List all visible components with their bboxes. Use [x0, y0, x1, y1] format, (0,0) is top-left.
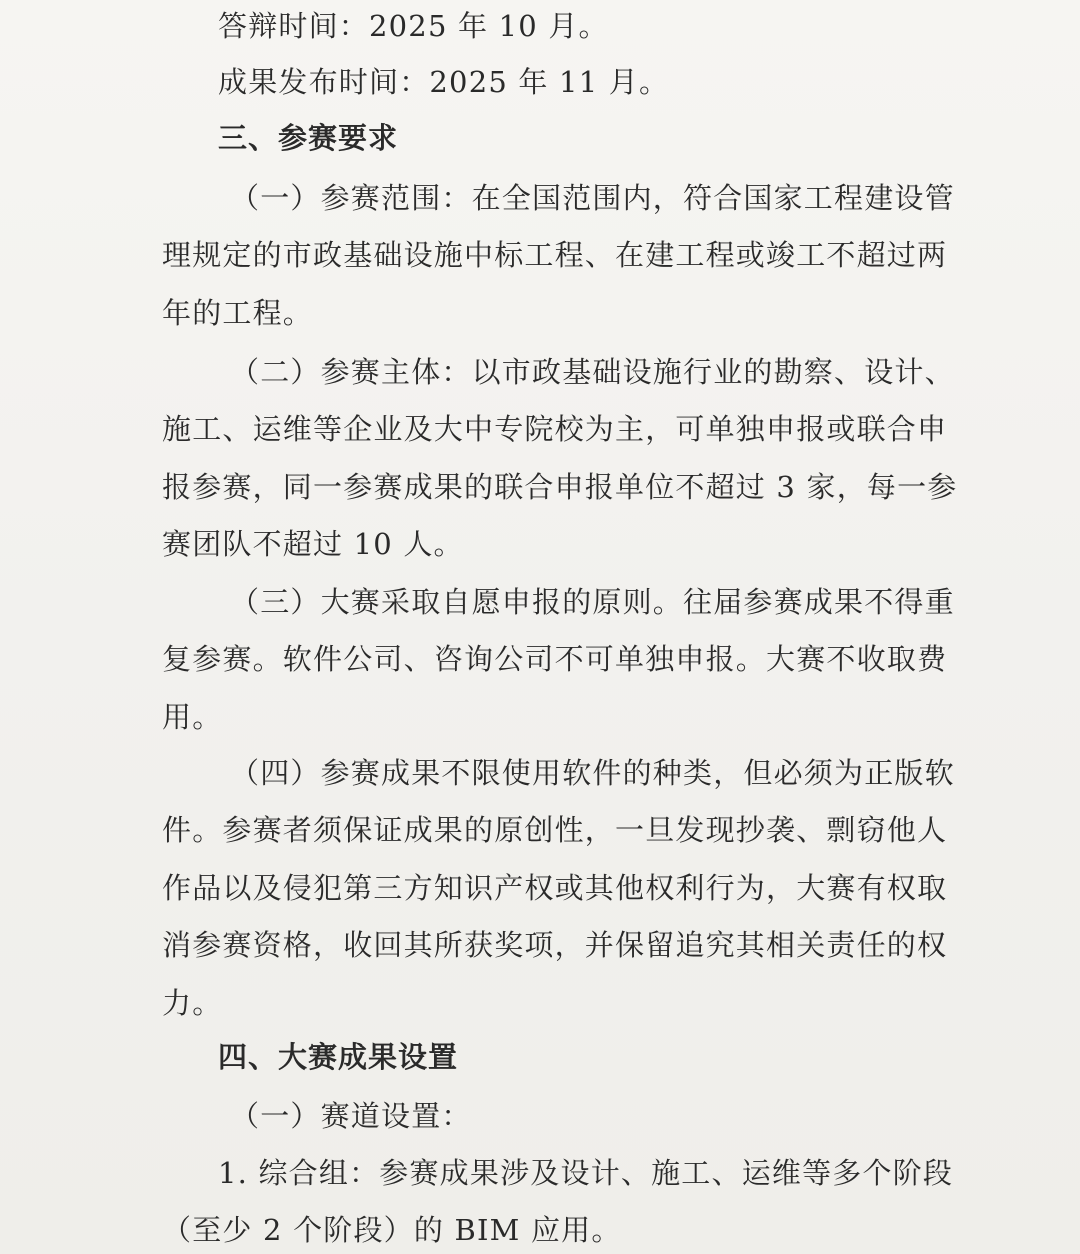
paragraph-line: （一）参赛范围：在全国范围内，符合国家工程建设管: [230, 181, 955, 215]
paragraph-line: 用。: [162, 700, 223, 734]
comprehensive-group-line-continued: （至少 2 个阶段）的 BIM 应用。: [162, 1213, 622, 1247]
paragraph-line: 年的工程。: [162, 296, 314, 330]
paragraph-line: 件。参赛者须保证成果的原创性，一旦发现抄袭、剽窃他人: [162, 813, 948, 847]
paragraph-line: 作品以及侵犯第三方知识产权或其他权利行为，大赛有权取: [162, 871, 948, 905]
result-release-time-line: 成果发布时间：2025 年 11 月。: [218, 65, 670, 99]
defense-time-line: 答辩时间：2025 年 10 月。: [218, 9, 609, 43]
subsection-track-setting: （一）赛道设置：: [230, 1099, 472, 1133]
paragraph-line: 施工、运维等企业及大中专院校为主，可单独申报或联合申: [162, 412, 948, 446]
paragraph-line: 报参赛，同一参赛成果的联合申报单位不超过 3 家，每一参: [162, 470, 958, 504]
paragraph-line: （二）参赛主体：以市政基础设施行业的勘察、设计、: [230, 355, 955, 389]
section-heading-results-setting: 四、大赛成果设置: [218, 1040, 459, 1074]
paragraph-line: 理规定的市政基础设施中标工程、在建工程或竣工不超过两: [162, 238, 948, 272]
paragraph-line: （四）参赛成果不限使用软件的种类，但必须为正版软: [230, 756, 955, 790]
comprehensive-group-line: 1. 综合组：参赛成果涉及设计、施工、运维等多个阶段: [218, 1156, 954, 1190]
paragraph-line: 消参赛资格，收回其所获奖项，并保留追究其相关责任的权: [162, 928, 948, 962]
paragraph-line: 赛团队不超过 10 人。: [162, 527, 464, 561]
section-heading-participation-requirements: 三、参赛要求: [218, 121, 399, 155]
paragraph-line: 力。: [162, 986, 223, 1020]
paragraph-line: （三）大赛采取自愿申报的原则。往届参赛成果不得重: [230, 585, 955, 619]
paragraph-line: 复参赛。软件公司、咨询公司不可单独申报。大赛不收取费: [162, 642, 948, 676]
